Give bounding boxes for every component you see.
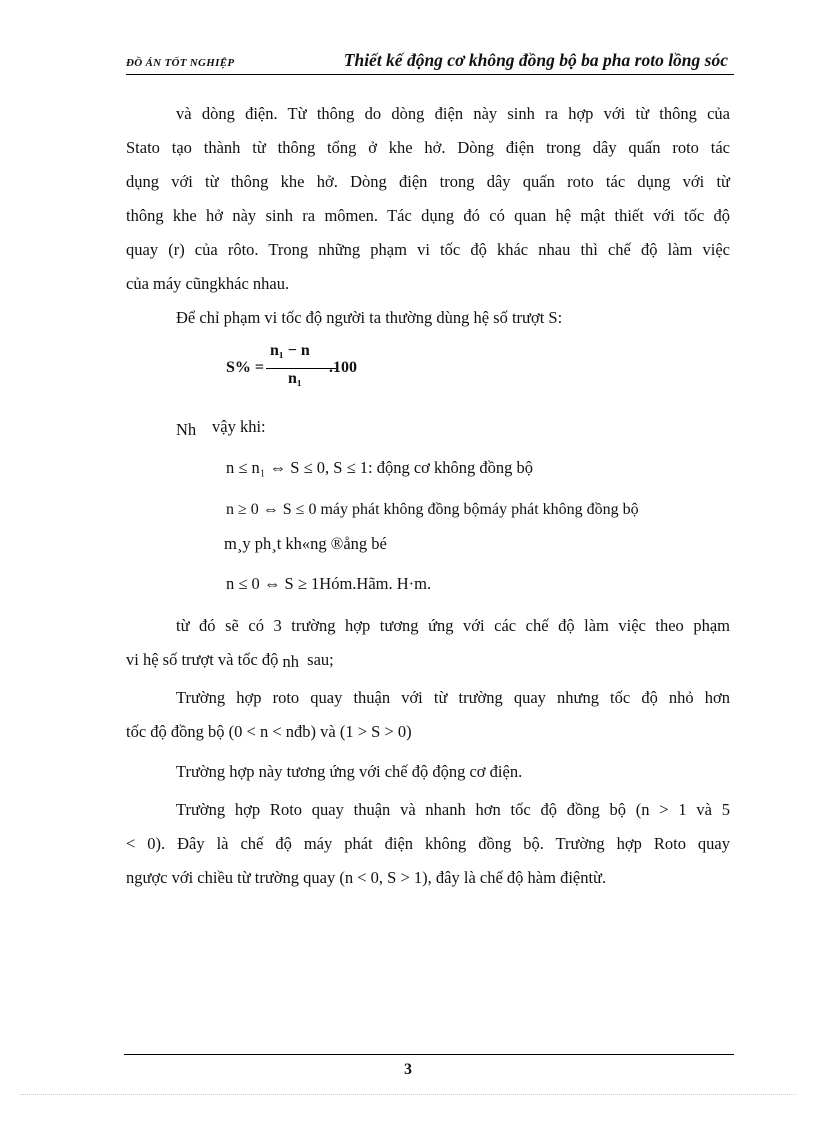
slip-intro: Để chỉ phạm vi tốc độ người ta thường dùng hệ số trượt S:: [176, 308, 563, 327]
para2-line-1: từ đó sẽ có 3 trường hợp tương ứng với các chế độ làm việc theo phạm: [176, 616, 730, 635]
formula-numerator: n₁ − n: [270, 342, 310, 359]
para1-line-4: thông khe hở này sinh ra mômen. Tác dụng đó có quan hệ mật thiết với tốc độ: [126, 206, 730, 225]
formula-lhs: S% =: [226, 359, 265, 376]
case-3: n ≤ 0 ⇔ S ≥ 1Hóm.Hãm. H·m.: [226, 574, 432, 593]
case-2: n ≥ 0 ⇔ S ≤ 0 máy phát không đồng bộmáy phát không đồng bộ: [226, 501, 639, 518]
para2-line-2c: sau;: [307, 650, 334, 669]
para5-line-2: < 0). Đây là chế độ máy phát điện không đồng bộ. Trường hợp Roto quay: [126, 834, 730, 853]
para1-line-5: quay (r) của rôto. Trong những phạm vi tốc độ khác nhau thì chế độ làm việc: [126, 240, 730, 259]
case-2-garbled: m¸y ph¸t kh«ng ®ång bé: [224, 534, 387, 553]
para2-line-2: [126, 650, 334, 670]
para1-line-1: và dòng điện. Từ thông do dòng điện này sinh ra hợp với từ thông của: [176, 104, 730, 123]
para2-line-2b: nh: [282, 652, 300, 671]
para1-line-2: Stato tạo thành từ thông tổng ở khe hở. Dòng điện trong dây quấn roto tác: [126, 138, 730, 157]
page-number: 3: [404, 1061, 412, 1078]
para4: Trường hợp này tương ứng với chế độ động cơ điện.: [176, 762, 523, 781]
para2-line-2a: vi hệ số trượt và tốc độ: [126, 650, 279, 669]
formula-denominator: n₁: [288, 370, 302, 387]
fraction-bar: [266, 368, 336, 369]
para1-line-3: dụng với từ thông khe hở. Dòng điện trong dây quấn roto tác dụng với từ: [126, 172, 730, 191]
para5-line-1: Trường hợp Roto quay thuận và nhanh hơn tốc độ đồng bộ (n > 1 và 5: [176, 800, 730, 819]
page-header: [126, 48, 734, 75]
slip-formula: [226, 342, 426, 387]
page-edge-line: [20, 1094, 796, 1095]
para5-line-3: ngược với chiều từ trường quay (n < 0, S > 1), đây là chế độ hàm điệntừ.: [126, 868, 607, 887]
formula-tail: .100: [329, 359, 357, 376]
header-left-title: ĐỒ ÁN TỐT NGHIỆP: [126, 57, 235, 69]
para1-line-6: của máy cũngkhác nhau.: [126, 274, 290, 293]
para3-line-2: tốc độ đồng bộ (0 < n < nđb) và (1 > S > 0): [126, 722, 412, 741]
cases-intro-a: Nh: [176, 420, 197, 439]
header-right-title: Thiết kế động cơ không đồng bộ ba pha roto lồng sóc: [343, 50, 728, 70]
case-1: n ≤ n₁ ⇔ S ≤ 0, S ≤ 1: động cơ không đồng bộ: [226, 458, 534, 477]
para3-line-1: Trường hợp roto quay thuận với từ trường quay nhưng tốc độ nhỏ hơn: [176, 688, 730, 707]
cases-intro-b: vậy khi:: [212, 417, 266, 436]
footer-rule: [124, 1054, 734, 1055]
